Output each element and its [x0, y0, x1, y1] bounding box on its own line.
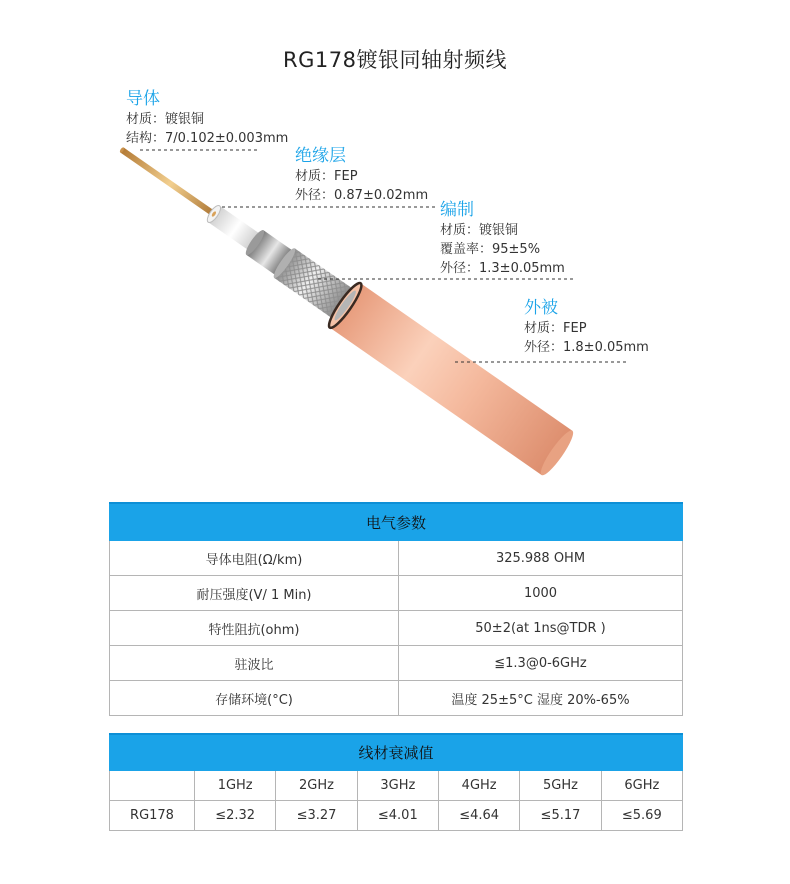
insulation-material: 材质：FEP [295, 169, 358, 184]
row-label: 耐压强度(V/ 1 Min) [110, 576, 399, 611]
row-value: 1000 [399, 576, 683, 611]
table-row [110, 541, 683, 576]
row-label: 导体电阻(Ω/km) [110, 541, 399, 576]
conductor-material: 材质：镀银铜 [126, 112, 205, 127]
braid-coverage: 覆盖率：95±5% [440, 242, 541, 257]
conductor-callout [126, 88, 288, 148]
electrical-table-header: 电气参数 [110, 503, 683, 541]
table-header-row [110, 771, 683, 801]
row-value: ≦1.3@0-6GHz [399, 646, 683, 681]
row-name: RG178 [110, 801, 195, 831]
table-row [110, 611, 683, 646]
row-label: 驻波比 [110, 646, 399, 681]
table-row [110, 576, 683, 611]
row-value: 温度 25±5°C 湿度 20%-65% [399, 681, 683, 716]
column-header [110, 771, 195, 801]
cell-value: ≤5.69 [601, 801, 682, 831]
attenuation-table-header: 线材衰减值 [110, 734, 683, 771]
conductor-heading: 导体 [126, 89, 160, 109]
conductor-structure: 结构：7/0.102±0.003mm [126, 131, 289, 146]
cell-value: ≤3.27 [276, 801, 357, 831]
jacket-diameter: 外径：1.8±0.05mm [524, 340, 649, 355]
row-value: 50±2(at 1ns@TDR ) [399, 611, 683, 646]
braid-diameter: 外径：1.3±0.05mm [440, 261, 565, 276]
jacket-material: 材质：FEP [524, 321, 587, 336]
cell-value: ≤4.01 [357, 801, 438, 831]
jacket-heading: 外被 [524, 298, 558, 318]
insulation-callout [295, 145, 428, 205]
electrical-parameters-table [109, 502, 683, 716]
column-header: 4GHz [438, 771, 519, 801]
column-header: 6GHz [601, 771, 682, 801]
column-header: 5GHz [520, 771, 601, 801]
row-label: 存储环境(°C) [110, 681, 399, 716]
table-row [110, 681, 683, 716]
conductor-wire [119, 147, 220, 220]
row-label: 特性阻抗(ohm) [110, 611, 399, 646]
row-value: 325.988 OHM [399, 541, 683, 576]
braid-material: 材质：镀银铜 [440, 223, 519, 238]
cell-value: ≤4.64 [438, 801, 519, 831]
column-header: 1GHz [195, 771, 276, 801]
jacket-callout [524, 297, 649, 357]
column-header: 3GHz [357, 771, 438, 801]
cell-value: ≤5.17 [520, 801, 601, 831]
cell-value: ≤2.32 [195, 801, 276, 831]
insulation-heading: 绝缘层 [295, 146, 346, 166]
page-title: RG178镀银同轴射频线 [283, 48, 507, 72]
attenuation-table [109, 733, 683, 831]
table-row [110, 801, 683, 831]
braid-heading: 编制 [440, 200, 474, 220]
column-header: 2GHz [276, 771, 357, 801]
braid-callout [440, 199, 565, 278]
table-row [110, 646, 683, 681]
insulation-diameter: 外径：0.87±0.02mm [295, 188, 429, 203]
